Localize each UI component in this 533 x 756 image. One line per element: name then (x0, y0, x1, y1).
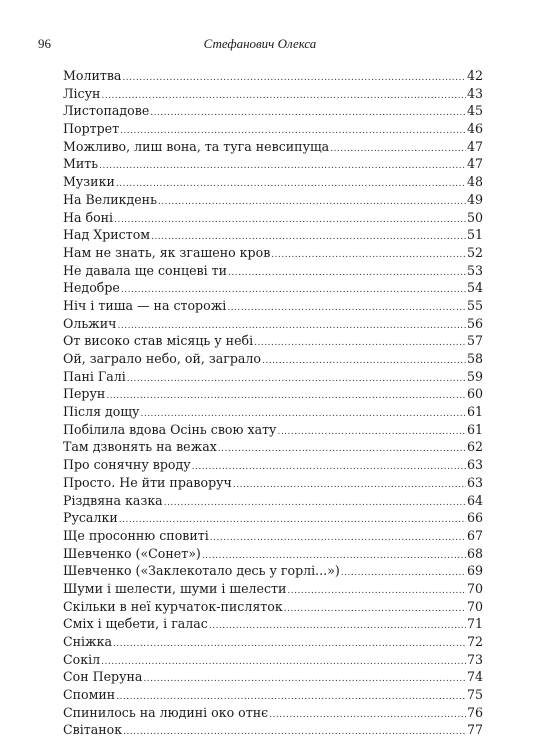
dot-leader (106, 388, 466, 406)
toc-entry-page: 55 (466, 297, 483, 313)
toc-entry-title: Русалки (63, 510, 118, 526)
toc-entry (63, 651, 483, 669)
toc-entry (63, 120, 483, 138)
toc-entry-page: 53 (466, 262, 483, 278)
toc-entry (63, 244, 483, 262)
toc-entry (63, 350, 483, 368)
dot-leader (99, 158, 466, 176)
toc-entry-page: 71 (466, 616, 483, 632)
toc-entry-title: Недобре (63, 280, 120, 296)
toc-entry-page: 63 (466, 457, 483, 473)
toc-entry-title: Сон Перуна (63, 669, 143, 685)
dot-leader (150, 105, 466, 123)
toc-entry-title: Скільки в неї курчаток-писляток (63, 598, 283, 614)
toc-entry (63, 704, 483, 722)
toc-entry-page: 47 (466, 138, 483, 154)
dot-leader (101, 654, 466, 672)
toc-entry (63, 385, 483, 403)
toc-entry-page: 49 (466, 191, 483, 207)
toc-entry-page: 60 (466, 386, 483, 402)
toc-entry-title: Шевченко («Сонет») (63, 545, 201, 561)
page-header (38, 36, 482, 54)
toc-entry-title: Молитва (63, 68, 122, 83)
toc-entry (63, 421, 483, 439)
toc-entry-page: 54 (466, 280, 483, 296)
toc-entry-page: 45 (466, 103, 483, 119)
dot-leader (228, 265, 466, 283)
dot-leader (127, 371, 466, 389)
toc-entry (63, 562, 483, 580)
toc-entry-title: Різдвяна казка (63, 492, 163, 508)
toc-entry-page: 75 (466, 687, 483, 703)
dot-leader (164, 495, 466, 513)
dot-leader (113, 636, 466, 654)
toc-entry-title: Сніжка (63, 634, 113, 649)
toc-entry (63, 102, 483, 120)
toc-entry-page: 76 (466, 704, 483, 720)
toc-entry-title: Там дзвонять на вежах (63, 439, 217, 455)
toc-entry (63, 155, 483, 173)
toc-entry-page: 69 (466, 563, 483, 579)
toc-entry (63, 191, 483, 209)
toc-entry-page: 58 (466, 351, 483, 366)
toc-entry-page: 56 (466, 315, 483, 331)
dot-leader (123, 724, 466, 742)
toc-entry (63, 138, 483, 156)
dot-leader (114, 212, 466, 230)
toc-entry (63, 403, 483, 421)
toc-entry-page: 50 (466, 209, 483, 225)
toc-entry-page: 48 (466, 174, 483, 190)
toc-entry (63, 580, 483, 598)
toc-entry-page: 59 (466, 368, 483, 384)
toc-entry-title: Побілила вдова Осінь свою хату (63, 421, 277, 437)
toc-entry-page: 66 (466, 510, 483, 526)
toc-entry-title: Листопадове (63, 103, 150, 119)
dot-leader (341, 565, 466, 583)
toc-entry-page: 74 (466, 669, 483, 685)
toc-entry-title: Спомин (63, 687, 116, 703)
toc-entry (63, 686, 483, 704)
dot-leader (227, 300, 466, 318)
toc-entry-title: Ольжич (63, 315, 117, 331)
toc-entry-title: Після дощу (63, 404, 140, 420)
dot-leader (143, 671, 466, 689)
toc-entry (63, 368, 483, 386)
toc-entry (63, 173, 483, 191)
toc-entry-title: Над Христом (63, 227, 151, 243)
toc-entry-title: Перун (63, 386, 106, 402)
dot-leader (271, 247, 466, 265)
dot-leader (269, 707, 466, 725)
toc-entry-page: 63 (466, 474, 483, 490)
toc-entry (63, 332, 483, 350)
dot-leader (209, 618, 466, 636)
toc-entry-title: От високо став місяць у небі (63, 333, 254, 349)
toc-entry-title: Ще просонню сповиті (63, 527, 209, 543)
toc-entry-page: 67 (466, 527, 483, 543)
toc-entry-page: 62 (466, 439, 483, 455)
toc-entry (63, 492, 483, 510)
toc-entry-title: Про сонячну вроду (63, 457, 191, 473)
toc-entry-title: Шевченко («Заклекотало десь у горлі...») (63, 563, 340, 579)
toc-entry (63, 474, 483, 492)
toc-entry-page: 70 (466, 598, 483, 614)
toc-entry (63, 438, 483, 456)
toc-entry (63, 598, 483, 616)
toc-entry-title: На боні (63, 209, 114, 225)
running-title: Стефанович Олекса (203, 36, 317, 51)
toc-entry-title: Можливо, лиш вона, та туга невсипуща (63, 138, 330, 154)
toc-entry (63, 85, 483, 103)
table-of-contents (63, 67, 483, 739)
dot-leader (192, 459, 466, 477)
toc-entry-page: 52 (466, 244, 483, 260)
toc-entry (63, 279, 483, 297)
dot-leader (287, 583, 466, 601)
dot-leader (254, 335, 466, 353)
toc-entry-title: Нам не знать, як згашено кров (63, 244, 271, 260)
toc-entry (63, 721, 483, 739)
toc-entry (63, 509, 483, 527)
toc-entry-title: Лісун (63, 85, 101, 101)
toc-entry-title: Пані Галі (63, 368, 126, 384)
toc-entry-title: Спинилось на людині око отнє (63, 704, 269, 720)
toc-entry-page: 61 (466, 404, 483, 420)
page-number: 96 (38, 36, 51, 51)
toc-entry-title: Музики (63, 174, 115, 190)
dot-leader (158, 194, 466, 212)
toc-entry (63, 633, 483, 651)
dot-leader (218, 441, 466, 459)
dot-leader (284, 601, 466, 619)
toc-entry-title: Сокіл (63, 651, 101, 667)
toc-entry-title: Шуми і шелести, шуми і шелести (63, 580, 287, 596)
toc-entry-page: 70 (466, 580, 483, 596)
toc-entry (63, 615, 483, 633)
dot-leader (122, 70, 466, 88)
toc-entry (63, 297, 483, 315)
dot-leader (101, 88, 466, 106)
toc-entry (63, 226, 483, 244)
toc-entry-page: 42 (466, 68, 483, 83)
toc-entry (63, 209, 483, 227)
toc-entry-title: Сміх і щебети, і галас (63, 616, 208, 632)
toc-entry (63, 262, 483, 280)
toc-entry-title: Портрет (63, 121, 120, 137)
toc-entry-page: 61 (466, 421, 483, 437)
dot-leader (262, 353, 466, 371)
toc-entry-page: 57 (466, 333, 483, 349)
toc-entry (63, 67, 483, 85)
toc-entry-page: 64 (466, 492, 483, 508)
dot-leader (277, 424, 466, 442)
toc-entry-title: Не давала ще сонцеві ти (63, 262, 228, 278)
toc-entry-page: 68 (466, 545, 483, 561)
toc-entry-page: 46 (466, 121, 483, 137)
toc-entry-title: Ой, заграло небо, ой, заграло (63, 351, 261, 366)
toc-entry-page: 43 (466, 85, 483, 101)
toc-entry (63, 668, 483, 686)
toc-entry-page: 51 (466, 227, 483, 243)
toc-entry-page: 72 (466, 634, 483, 649)
toc-entry-title: Просто. Не йти праворуч (63, 474, 232, 490)
toc-entry (63, 315, 483, 333)
toc-entry (63, 456, 483, 474)
toc-entry-title: Мить (63, 156, 99, 172)
dot-leader (116, 176, 466, 194)
toc-entry-title: На Великдень (63, 191, 157, 207)
toc-entry (63, 545, 483, 563)
dot-leader (210, 530, 466, 548)
toc-entry-title: Ніч і тиша — на сторожі (63, 297, 227, 313)
toc-entry-page: 77 (466, 722, 483, 738)
toc-entry-page: 47 (466, 156, 483, 172)
dot-leader (233, 477, 466, 495)
dot-leader (330, 141, 466, 159)
toc-entry-page: 73 (466, 651, 483, 667)
toc-entry-title: Світанок (63, 722, 123, 738)
toc-entry (63, 527, 483, 545)
